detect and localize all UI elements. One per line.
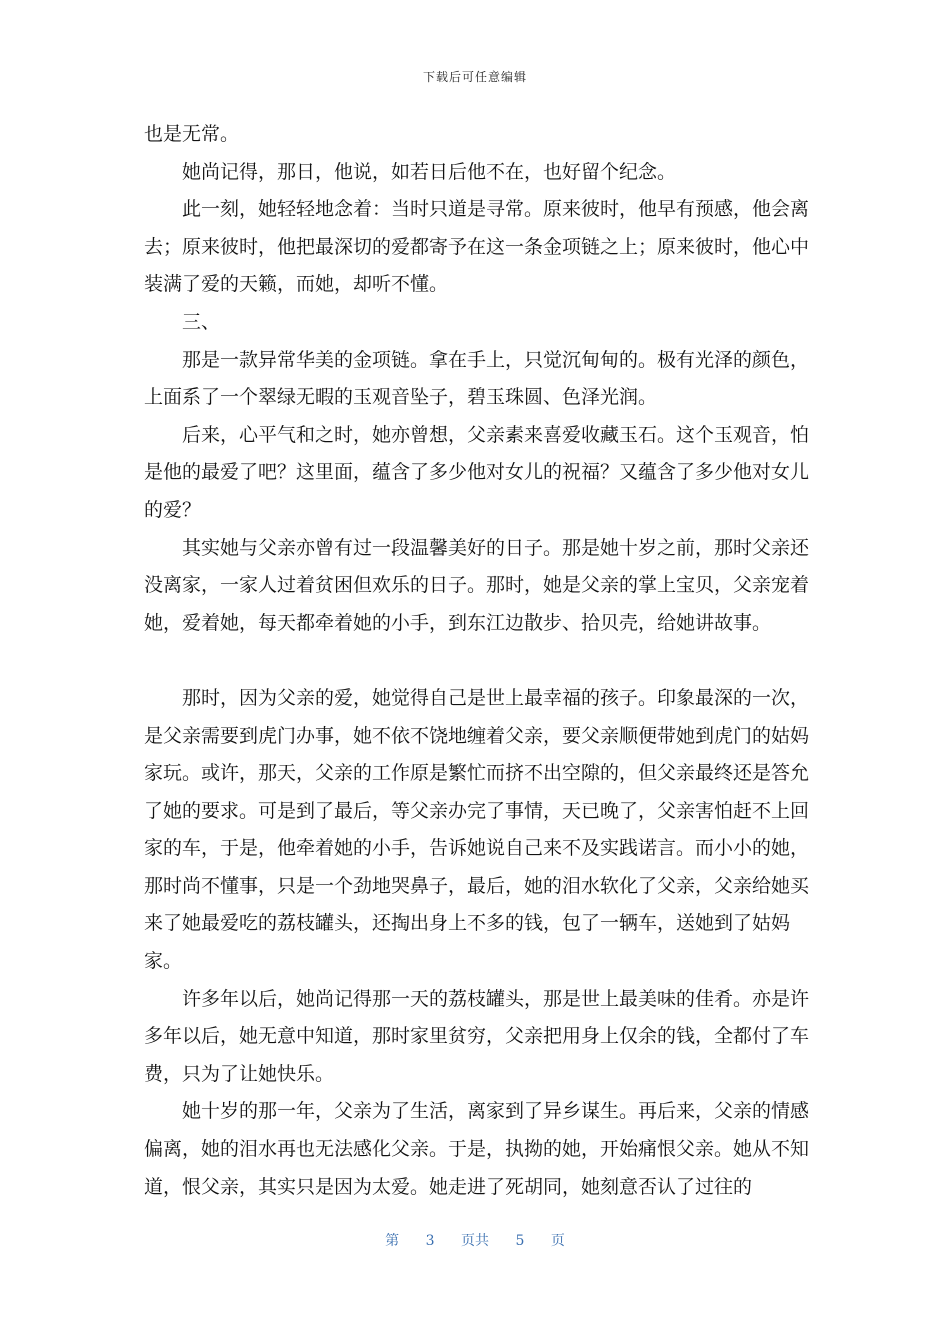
- footer-prefix: 第: [385, 1233, 400, 1249]
- footer-current-page: 3: [425, 1233, 435, 1249]
- footer-suffix: 页: [550, 1233, 565, 1249]
- paragraph-gap: [144, 642, 810, 680]
- paragraph: 她十岁的那一年，父亲为了生活，离家到了异乡谋生。再后来，父亲的情感偏离，她的泪水再也无法感化父亲。于是，执拗的她，开始痛恨父亲。她从不知道，恨父亲，其实只是因为太爱。她走进了死胡同，她刻意否认了过往的: [144, 1100, 810, 1198]
- paragraph: 此一刻，她轻轻地念着：当时只道是寻常。原来彼时，他早有预感，他会离去；原来彼时，他把最深切的爱都寄予在这一条金项链之上；原来彼时，他心中装满了爱的天籁，而她，却听不懂。: [144, 198, 810, 296]
- section-heading: 三、: [182, 310, 221, 333]
- paragraph: 那是一款异常华美的金项链。拿在手上，只觉沉甸甸的。极有光泽的颜色，上面系了一个翠绿无暇的玉观音坠子，碧玉珠圆、色泽光润。: [144, 348, 810, 409]
- paragraph: 后来，心平气和之时，她亦曾想，父亲素来喜爱收藏玉石。这个玉观音，怕是他的最爱了吧？这里面，蕴含了多少他对女儿的祝福？又蕴含了多少他对女儿的爱？: [144, 423, 810, 521]
- paragraph: 她尚记得，那日，他说，如若日后他不在，也好留个纪念。: [182, 160, 677, 183]
- paragraph: 那时，因为父亲的爱，她觉得自己是世上最幸福的孩子。印象最深的一次，是父亲需要到虎门办事，她不依不饶地缠着父亲，要父亲顺便带她到虎门的姑妈家玩。或许，那天，父亲的工作原是繁忙而挤不出空隙的，但父亲最终还是答允了她的要求。可是到了最后，等父亲办完了事情，天已晚了，父亲害怕赶不上回家的车，于是，他牵着她的小手，告诉她说自己来不及实践诺言。而小小的她，那时尚不懂事，只是一个劲地哭鼻子，最后，她的泪水软化了父亲，父亲给她买来了她最爱吃的荔枝罐头，还掏出身上不多的钱，包了一辆车，送她到了姑妈家。: [144, 686, 810, 973]
- page-header: 下载后可任意编辑: [422, 70, 527, 84]
- paragraph: 许多年以后，她尚记得那一天的荔枝罐头，那是世上最美味的佳肴。亦是许多年以后，她无意中知道，那时家里贫穷，父亲把用身上仅余的钱，全都付了车费，只为了让她快乐。: [144, 987, 810, 1085]
- document-body: [144, 116, 810, 1206]
- paragraph: 其实她与父亲亦曾有过一段温馨美好的日子。那是她十岁之前，那时父亲还没离家，一家人过着贫困但欢乐的日子。那时，她是父亲的掌上宝贝，父亲宠着她，爱着她，每天都牵着她的小手，到东江边散步、拾贝壳，给她讲故事。: [144, 536, 810, 634]
- footer-total-pages: 5: [515, 1233, 525, 1249]
- paragraph-continuation: 也是无常。: [144, 123, 240, 145]
- footer-middle: 页共: [461, 1233, 489, 1249]
- page-footer: [0, 1230, 950, 1250]
